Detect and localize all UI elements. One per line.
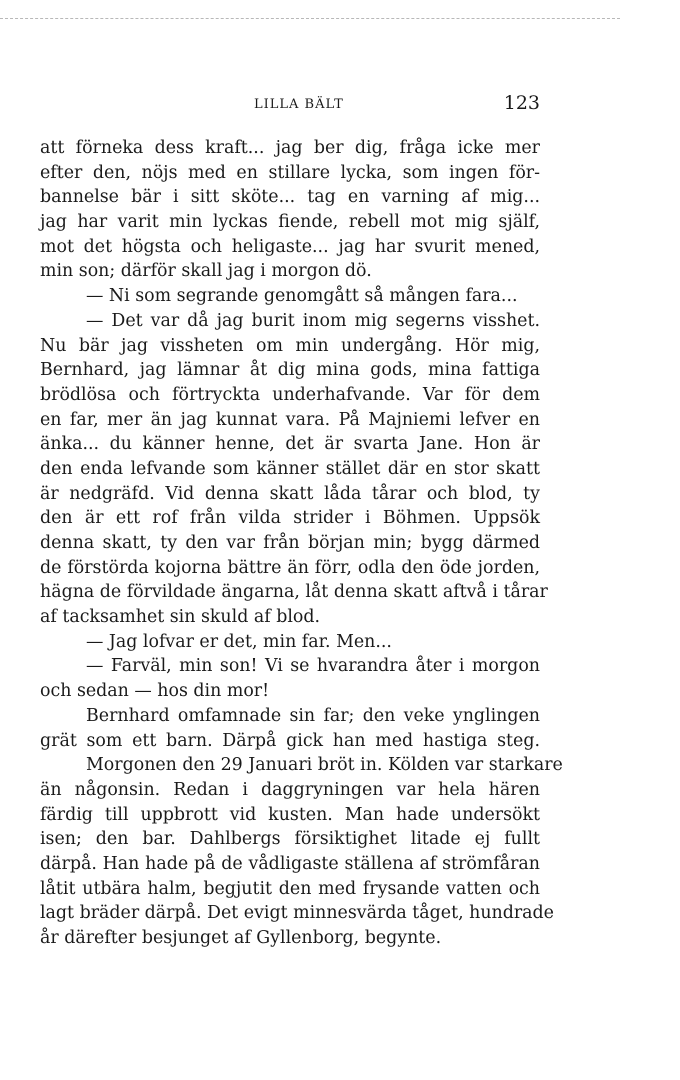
text-line: låtit utbära halm, begjutit den med frysande vatten och	[40, 878, 540, 899]
text-line: af tacksamhet sin skuld af blod.	[40, 607, 321, 628]
text-line: lagt bräder därpå. Det evigt minnesvärda tåget, hundrade	[40, 903, 554, 924]
text-line: mot det högsta och heligaste... jag har svurit mened,	[40, 236, 540, 257]
body-text	[40, 136, 563, 951]
text-line: efter den, nöjs med en stillare lycka, som ingen för-	[40, 162, 540, 183]
text-line: min son; därför skall jag i morgon dö.	[40, 261, 372, 282]
text-line: är nedgräfd. Vid denna skatt låda tårar och blod, ty	[40, 483, 540, 504]
text-line: — Jag lofvar er det, min far. Men...	[86, 631, 392, 652]
text-line: Bernhard omfamnade sin far; den veke ynglingen	[86, 705, 540, 726]
running-head	[40, 94, 540, 118]
text-line: än någonsin. Redan i daggryningen var hela hären	[40, 779, 540, 800]
text-line: — Ni som segrande genomgått så mången fara...	[86, 286, 518, 307]
running-title: LILLA BÄLT	[254, 97, 344, 112]
text-line: den enda lefvande som känner stället där en stor skatt	[40, 458, 540, 479]
text-line: brödlösa och förtryckta underhafvande. Var för dem	[40, 384, 540, 405]
text-line: Bernhard, jag lämnar åt dig mina gods, mina fattiga	[40, 360, 540, 381]
text-line: den är ett rof från vilda strider i Böhmen. Uppsök	[40, 508, 540, 529]
text-line: — Farväl, min son! Vi se hvarandra åter i morgon	[86, 656, 540, 677]
text-line: färdig till uppbrott vid kusten. Man hade undersökt	[40, 804, 540, 825]
text-line: bannelse bär i sitt sköte... tag en varning af mig...	[40, 187, 540, 208]
text-line: grät som ett barn. Därpå gick han med hastiga steg.	[40, 730, 540, 751]
text-line: änka... du känner henne, det är svarta Jane. Hon är	[40, 434, 540, 455]
text-line: hägna de förvildade ängarna, låt denna skatt aftvå i tårar	[40, 582, 548, 603]
text-line: därpå. Han hade på de vådligaste ställena af strömfåran	[40, 853, 540, 874]
page-number: 123	[503, 92, 540, 114]
text-line: denna skatt, ty den var från början min; bygg därmed	[40, 533, 540, 553]
text-line: att förneka dess kraft... jag ber dig, fråga icke mer	[40, 138, 540, 158]
text-line: en far, mer än jag kunnat vara. På Majniemi lefver en	[40, 409, 540, 430]
text-line: Nu bär jag vissheten om min undergång. Hör mig,	[40, 335, 540, 356]
text-line: och sedan — hos din mor!	[40, 681, 270, 702]
text-line: de förstörda kojorna bättre än förr, odla den öde jorden,	[40, 557, 540, 578]
text-line: år därefter besjunget af Gyllenborg, begynte.	[40, 928, 442, 948]
text-line: jag har varit min lyckas fiende, rebell mot mig själf,	[40, 212, 540, 233]
top-scan-rule	[0, 18, 620, 19]
text-line: — Det var då jag burit inom mig segerns visshet.	[86, 310, 540, 331]
text-line: Morgonen den 29 Januari bröt in. Kölden var starkare	[86, 755, 563, 776]
text-line: isen; den bar. Dahlbergs försiktighet litade ej fullt	[40, 829, 540, 850]
